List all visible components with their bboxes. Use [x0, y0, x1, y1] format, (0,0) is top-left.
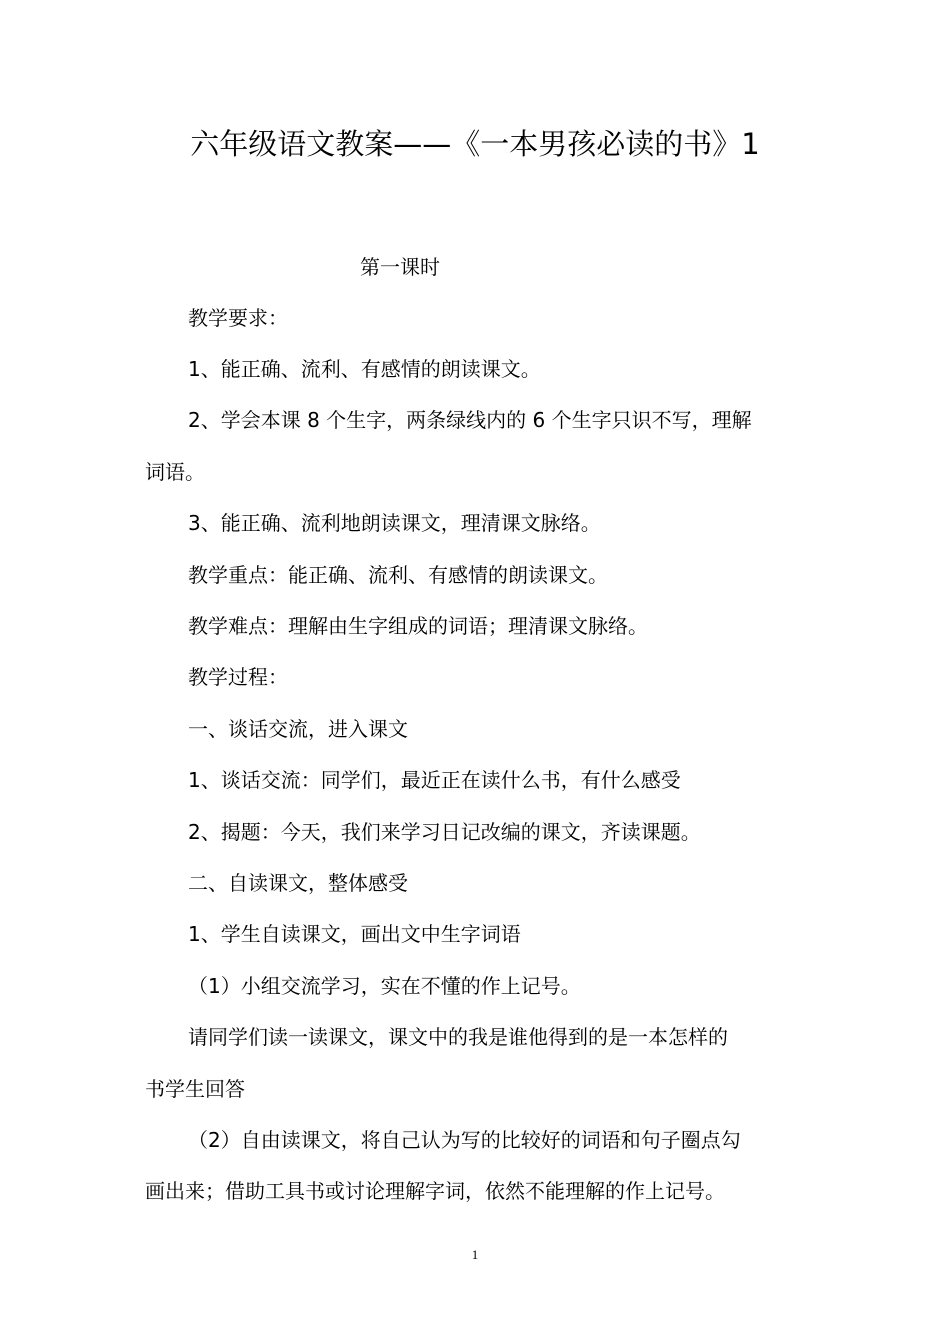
page-number: 1 — [471, 1247, 479, 1262]
paragraph-line: 教学过程： — [188, 665, 288, 689]
paragraph-line: 一、谈话交流，进入课文 — [188, 717, 408, 741]
paragraph-line: 1、能正确、流利、有感情的朗读课文。 — [188, 357, 541, 381]
paragraph-line: 二、自读课文，整体感受 — [188, 871, 408, 895]
paragraph-line: 教学要求： — [188, 306, 288, 330]
paragraph-line: 3、能正确、流利地朗读课文，理清课文脉络。 — [188, 511, 601, 535]
paragraph-line: 请同学们读一读课文，课文中的我是谁他得到的是一本怎样的 — [188, 1025, 728, 1049]
paragraph-line: （2）自由读课文，将自己认为写的比较好的词语和句子圈点勾 — [188, 1128, 741, 1152]
paragraph-line: 教学重点：能正确、流利、有感情的朗读课文。 — [188, 563, 608, 587]
paragraph-line: 2、学会本课 8 个生字，两条绿线内的 6 个生字只识不写，理解 — [188, 408, 752, 432]
paragraph-line: 1、谈话交流：同学们，最近正在读什么书，有什么感受 — [188, 768, 681, 792]
paragraph-line: 教学难点：理解由生字组成的词语；理清课文脉络。 — [188, 614, 648, 638]
paragraph-line: 1、学生自读课文，画出文中生字词语 — [188, 922, 521, 946]
paragraph-line: （1）小组交流学习，实在不懂的作上记号。 — [188, 974, 581, 998]
document-title: 六年级语文教案——《一本男孩必读的书》1 — [190, 127, 760, 161]
paragraph-line: 画出来；借助工具书或讨论理解字词，依然不能理解的作上记号。 — [145, 1179, 725, 1203]
paragraph-line: 书学生回答 — [145, 1077, 245, 1101]
lesson-heading: 第一课时 — [360, 255, 440, 279]
paragraph-line: 词语。 — [145, 460, 205, 484]
paragraph-line: 2、揭题：今天，我们来学习日记改编的课文，齐读课题。 — [188, 820, 701, 844]
